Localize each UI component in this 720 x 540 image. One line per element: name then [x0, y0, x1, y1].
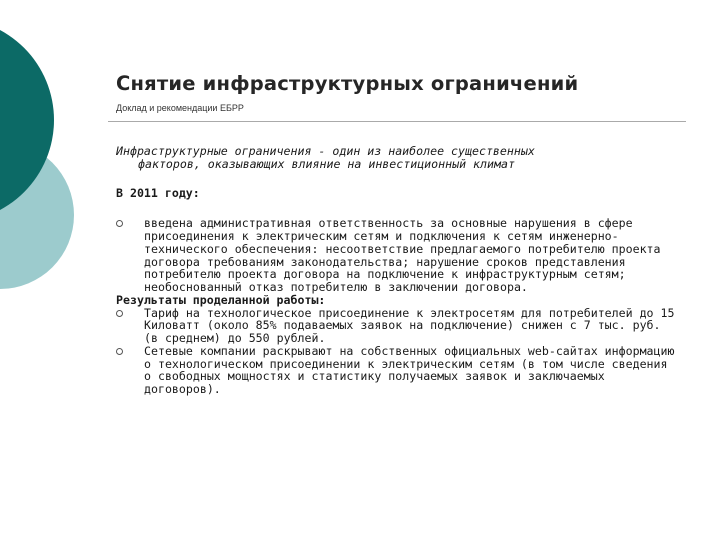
circle-bullet-icon: [116, 310, 123, 317]
bullet-text: введена административная ответственность за основные нарушения в сфере присоединения к электрическим сетям и подключения к сетям инженерно-технического обеспечения: несоответствие предлагаемого потребителю проекта договора требованиям законодательства; нарушение сроков представления потребителю проекта договора на подключение к инфраструктурным сетям; необоснованный отказ потребителю в заключении договора.: [144, 216, 661, 294]
intro-line-1: Инфраструктурные ограничения - один из наиболее существенных: [116, 144, 535, 158]
list-item: [116, 307, 676, 345]
bullets-2011-list: [116, 217, 676, 294]
bullet-text: Сетевые компании раскрывают на собственных официальных web-сайтах информацию о технологическом присоединении к электрическим сетям (в том числе сведения о свободных мощностях и статистику получаемых заявок и заключаемых договоров).: [144, 343, 675, 396]
results-list: [116, 307, 676, 396]
slide-subtitle: Доклад и рекомендации ЕБРР: [116, 103, 244, 113]
intro-line-2: факторов, оказывающих влияние на инвестиционный климат: [138, 156, 515, 171]
bullet-text: Тариф на технологическое присоединение к электросетям для потребителей до 15 Киловатт (около 85% подаваемых заявок на подключение) снижен с 7 тыс. руб. (в среднем) до 550 рублей.: [144, 305, 675, 345]
dark-teal-circle: [0, 18, 54, 222]
results-heading: Результаты проделанной работы:: [116, 292, 326, 307]
title-divider: [108, 121, 686, 122]
light-teal-circle: [0, 141, 74, 289]
list-item: [116, 345, 676, 396]
slide-body: [116, 145, 676, 396]
list-item: [116, 217, 676, 294]
slide-title: Снятие инфраструктурных ограничений: [116, 72, 579, 95]
circle-bullet-icon: [116, 348, 123, 355]
intro-paragraph: [116, 145, 676, 171]
year-heading: В 2011 году:: [116, 185, 200, 200]
circle-bullet-icon: [116, 220, 123, 227]
